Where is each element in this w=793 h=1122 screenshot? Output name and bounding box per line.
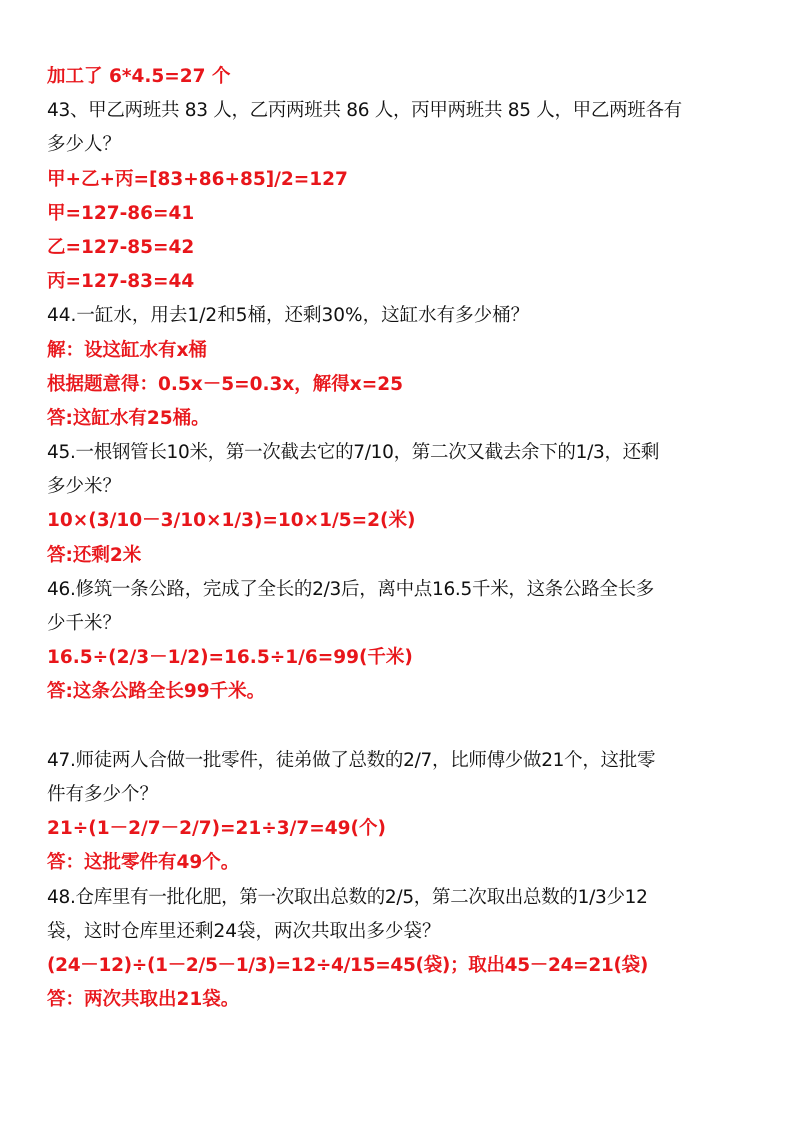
question-line: 47.师徒两人合做一批零件，徒弟做了总数的2/7，比师傅少做21个，这批零 <box>47 749 656 771</box>
blank-line <box>47 710 757 744</box>
answer-line: 16.5÷(2/3－1/2)=16.5÷1/6=99(千米) <box>47 647 413 669</box>
question-line: 44.一缸水，用去1/2和5桶，还剩30%，这缸水有多少桶？ <box>47 305 530 327</box>
answer-line: 甲=127-86=41 <box>47 202 195 224</box>
answer-line: 10×(3/10－3/10×1/3)=10×1/5=2(米) <box>47 510 416 532</box>
answer-line: 答:这缸水有25桶。 <box>47 407 210 429</box>
question-line: 48.仓库里有一批化肥，第一次取出总数的2/5，第二次取出总数的1/3少12 <box>47 886 648 908</box>
answer-line: 答:这条公路全长99千米。 <box>47 681 266 703</box>
answer-line: 加工了 6*4.5=27 个 <box>47 66 231 87</box>
answer-line: 答:还剩2米 <box>47 544 142 566</box>
question-line: 43、甲乙两班共 83 人，乙丙两班共 86 人，丙甲两班共 85 人，甲乙两班各有 <box>47 100 682 122</box>
document-body <box>47 60 757 1017</box>
question-line: 件有多少个？ <box>47 783 159 805</box>
question-line: 多少人？ <box>47 134 122 156</box>
answer-line: 根据题意得：0.5x－5=0.3x，解得x=25 <box>47 373 403 395</box>
answer-line: 21÷(1－2/7－2/7)=21÷3/7=49(个) <box>47 818 386 840</box>
answer-line: (24－12)÷(1－2/5－1/3)=12÷4/15=45(袋)；取出45－24=21(袋) <box>47 954 649 976</box>
answer-line: 甲+乙+丙=[83+86+85]/2=127 <box>47 168 348 190</box>
answer-line: 解：设这缸水有x桶 <box>47 339 207 361</box>
question-line: 袋，这时仓库里还剩24袋，两次共取出多少袋？ <box>47 920 441 942</box>
question-line: 46.修筑一条公路，完成了全长的2/3后，离中点16.5千米，这条公路全长多 <box>47 578 654 600</box>
question-line: 45.一根钢管长10米，第一次截去它的7/10，第二次又截去余下的1/3，还剩 <box>47 442 660 464</box>
question-line: 少千米？ <box>47 613 122 634</box>
answer-line: 丙=127-83=44 <box>47 271 195 293</box>
question-line: 多少米？ <box>47 476 122 498</box>
answer-line: 答：两次共取出21袋。 <box>47 989 240 1011</box>
answer-line: 答：这批零件有49个。 <box>47 852 240 874</box>
answer-line: 乙=127-85=42 <box>47 236 195 258</box>
